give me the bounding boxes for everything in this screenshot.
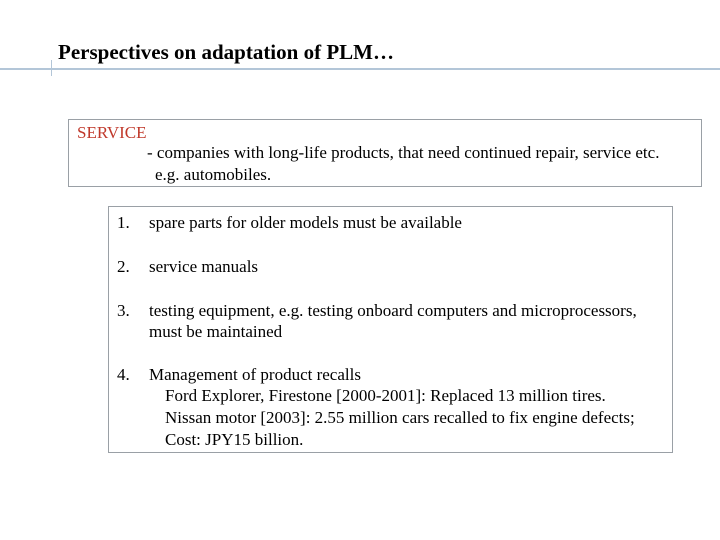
list-item-number: 2. [117, 257, 130, 276]
service-example: e.g. automobiles. [155, 165, 272, 184]
page-title: Perspectives on adaptation of PLM… [58, 40, 394, 64]
list-item-number: 1. [117, 213, 130, 232]
list-item-text: spare parts for older models must be available [149, 213, 462, 232]
list-item-text-continued: must be maintained [149, 322, 283, 341]
requirements-list [108, 206, 673, 453]
list-item-text: service manuals [149, 257, 259, 276]
service-box [68, 119, 702, 187]
list-item-number: 3. [117, 301, 130, 320]
recall-cost: Cost: JPY15 billion. [165, 430, 304, 449]
list-item-text: testing equipment, e.g. testing onboard computers and microprocessors, [149, 301, 637, 320]
service-label: SERVICE [77, 123, 147, 142]
title-underline [0, 68, 720, 70]
recall-example-ford: Ford Explorer, Firestone [2000-2001]: Replaced 13 million tires. [165, 386, 606, 405]
title-tick [51, 60, 52, 76]
list-item-text: Management of product recalls [149, 365, 361, 384]
list-item-number: 4. [117, 365, 130, 384]
recall-example-nissan: Nissan motor [2003]: 2.55 million cars recalled to fix engine defects; [165, 408, 635, 427]
service-description: - companies with long-life products, that need continued repair, service etc. [147, 143, 660, 162]
